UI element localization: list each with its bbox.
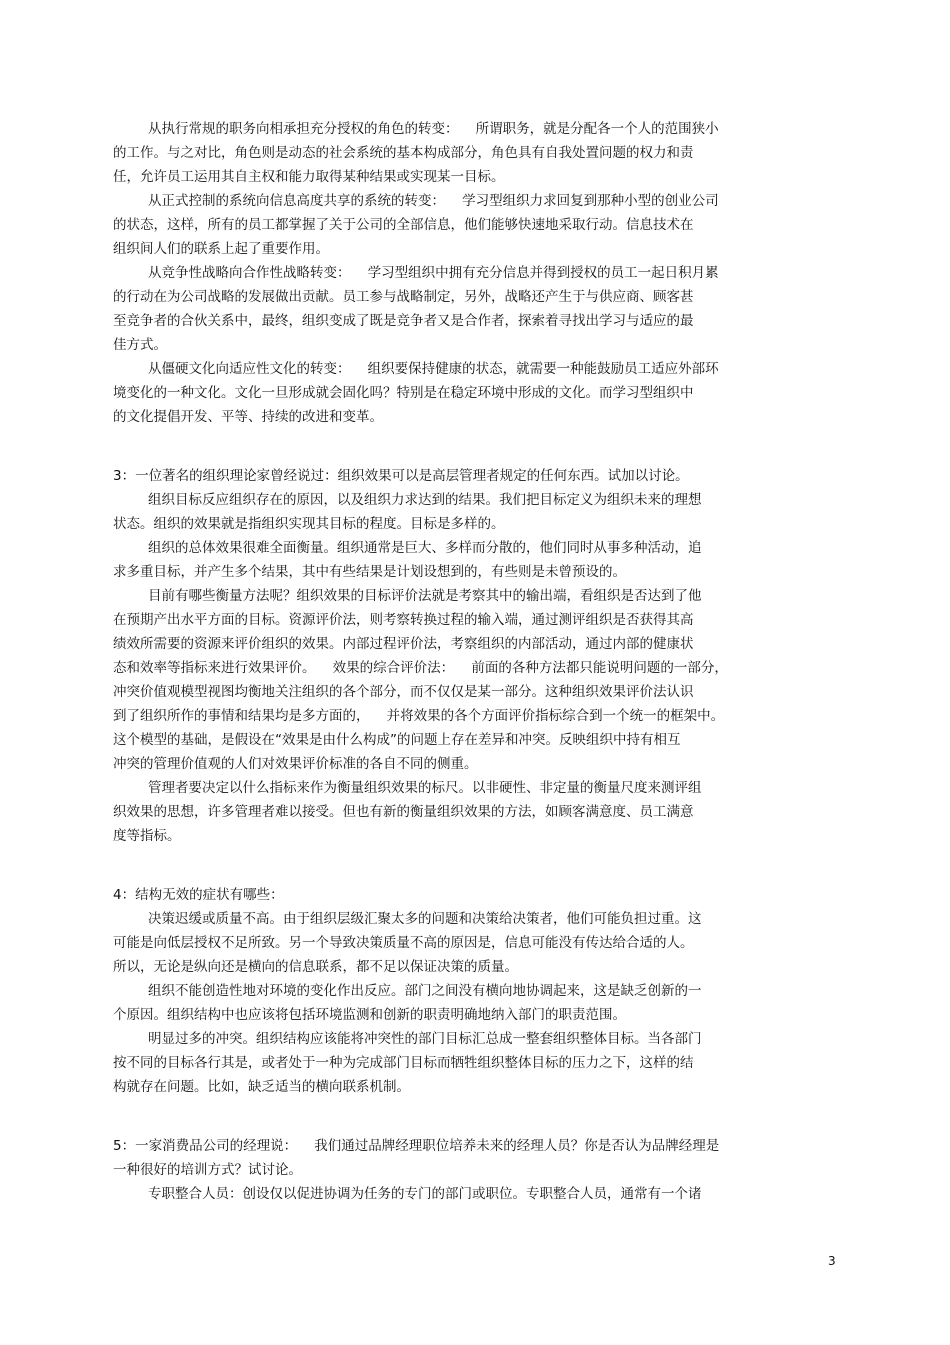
text-line: 个原因。组织结构中也应该将包括环境监测和创新的职责明确地纳入部门的职责范围。 [113, 1007, 626, 1023]
text-line: 构就存在问题。比如，缺乏适当的横向联系机制。 [113, 1079, 410, 1095]
text-line: 组织的总体效果很难全面衡量。组织通常是巨大、多样而分散的，他们同时从事多种活动，追 [148, 540, 702, 556]
text-line: 从正式控制的系统向信息高度共享的系统的转变： 学习型组织力求回复到那种小型的创业公司 [148, 193, 719, 209]
text-line: 所以，无论是纵向还是横向的信息联系，都不足以保证决策的质量。 [113, 959, 518, 975]
text-line: 按不同的目标各行其是，或者处于一种为完成部门目标而牺牲组织整体目标的压力之下，这样的结 [113, 1055, 694, 1071]
text-line: 这个模型的基础，是假设在“效果是由什么构成”的问题上存在差异和冲突。反映组织中持有相互 [113, 732, 681, 748]
text-line: 决策迟缓或质量不高。由于组织层级汇聚太多的问题和决策给决策者，他们可能负担过重。这 [148, 911, 702, 927]
text-line: 的状态，这样，所有的员工都掌握了关于公司的全部信息，他们能够快速地采取行动。信息技术在 [113, 217, 694, 233]
text-line: 任，允许员工运用其自主权和能力取得某种结果或实现某一目标。 [113, 169, 505, 185]
text-line: 态和效率等指标来进行效果评价。 效果的综合评价法： 前面的各种方法都只能说明问题的一部分， [113, 660, 728, 676]
text-line: 境变化的一种文化。文化一旦形成就会固化吗？特别是在稳定环境中形成的文化。而学习型组织中 [113, 385, 694, 401]
text-line: 组织不能创造性地对环境的变化作出反应。部门之间没有横向地协调起来，这是缺乏创新的一 [148, 983, 702, 999]
text-line: 3：一位著名的组织理论家曾经说过：组织效果可以是高层管理者规定的任何东西。试加以讨论。 [113, 468, 689, 484]
text-line: 冲突的管理价值观的人们对效果评价标准的各自不同的侧重。 [113, 756, 478, 772]
text-line: 冲突价值观模型视图均衡地关注组织的各个部分，而不仅仅是某一部分。这种组织效果评价法认识 [113, 684, 694, 700]
text-line: 到了组织所作的事情和结果均是多方面的， 并将效果的各个方面评价指标综合到一个统一的框架中。 [113, 708, 725, 724]
text-line: 5：一家消费品公司的经理说： 我们通过品牌经理职位培养未来的经理人员？你是否认为品牌经理是 [113, 1138, 720, 1154]
text-line: 织效果的思想，许多管理者难以接受。但也有新的衡量组织效果的方法，如顾客满意度、员工满意 [113, 804, 694, 820]
text-line: 的行动在为公司战略的发展做出贡献。员工参与战略制定，另外，战略还产生于与供应商、顾客甚 [113, 289, 694, 305]
text-line: 管理者要决定以什么指标来作为衡量组织效果的标尺。以非硬性、非定量的衡量尺度来测评组 [148, 780, 702, 796]
text-line: 在预期产出水平方面的目标。资源评价法，则考察转换过程的输入端，通过测评组织是否获得其高 [113, 612, 694, 628]
text-line: 一种很好的培训方式？试讨论。 [113, 1162, 302, 1178]
text-line: 组织目标反应组织存在的原因，以及组织力求达到的结果。我们把目标定义为组织未来的理想 [148, 492, 702, 508]
text-line: 可能是向低层授权不足所致。另一个导致决策质量不高的原因是，信息可能没有传达给合适的人。 [113, 935, 694, 951]
text-line: 目前有哪些衡量方法呢？组织效果的目标评价法就是考察其中的输出端，看组织是否达到了他 [148, 588, 702, 604]
text-line: 明显过多的冲突。组织结构应该能将冲突性的部门目标汇总成一整套组织整体目标。当各部门 [148, 1031, 702, 1047]
text-line: 佳方式。 [113, 337, 167, 353]
text-line: 度等指标。 [113, 828, 181, 844]
text-line: 状态。组织的效果就是指组织实现其目标的程度。目标是多样的。 [113, 516, 505, 532]
text-line: 绩效所需要的资源来评价组织的效果。内部过程评价法，考察组织的内部活动，通过内部的健康状 [113, 636, 694, 652]
text-line: 4：结构无效的症状有哪些： [113, 887, 284, 903]
text-line: 求多重目标，并产生多个结果，其中有些结果是计划设想到的，有些则是未曾预设的。 [113, 564, 626, 580]
text-line: 从僵硬文化向适应性文化的转变： 组织要保持健康的状态，就需要一种能鼓励员工适应外部环 [148, 361, 719, 377]
text-line: 的文化提倡开发、平等、持续的改进和变革。 [113, 409, 383, 425]
text-line: 至竞争者的合伙关系中，最终，组织变成了既是竞争者又是合作者，探索着寻找出学习与适应的最 [113, 313, 694, 329]
text-line: 组织间人们的联系上起了重要作用。 [113, 241, 329, 257]
text-line: 从竞争性战略向合作性战略转变： 学习型组织中拥有充分信息并得到授权的员工一起日积月累 [148, 265, 719, 281]
text-line: 从执行常规的职务向相承担充分授权的角色的转变： 所谓职务，就是分配各一个人的范围狭小 [148, 121, 719, 137]
text-line: 专职整合人员：创设仅以促进协调为任务的专门的部门或职位。专职整合人员，通常有一个诸 [148, 1186, 702, 1202]
text-line: 的工作。与之对比，角色则是动态的社会系统的基本构成部分，角色具有自我处置问题的权力和责 [113, 145, 694, 161]
page-number: 3 [828, 1254, 836, 1268]
